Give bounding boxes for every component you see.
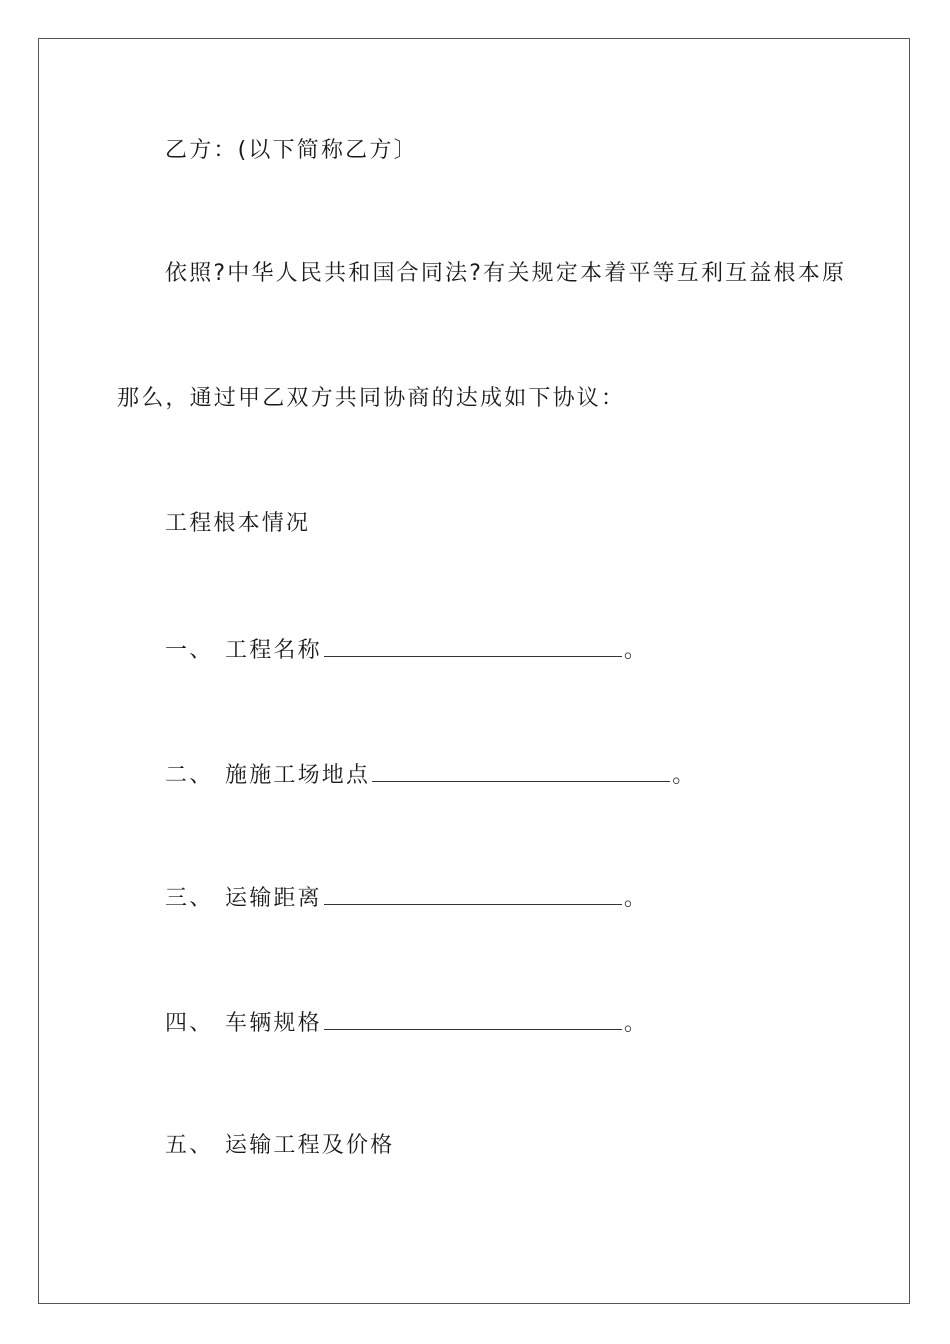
item-label: 施施工场地点 bbox=[225, 763, 371, 788]
item-label: 运输工程及价格 bbox=[225, 1133, 395, 1158]
item-end-mark: 。 bbox=[623, 638, 649, 663]
item-number: 二、 bbox=[165, 763, 214, 788]
section-heading: 工程根本情况 bbox=[165, 511, 311, 536]
item-project-name bbox=[165, 634, 648, 666]
item-end-mark: 。 bbox=[623, 1011, 649, 1036]
item-transport-price bbox=[165, 1131, 394, 1161]
item-number: 四、 bbox=[165, 1011, 214, 1036]
item-vehicle-spec bbox=[165, 1007, 648, 1039]
item-number: 一、 bbox=[165, 638, 214, 663]
page-border bbox=[38, 38, 910, 1304]
fill-in-blank[interactable] bbox=[372, 759, 670, 782]
item-label: 运输距离 bbox=[225, 886, 322, 911]
party-b-line: 乙方：(以下简称乙方〕 bbox=[165, 138, 418, 163]
item-end-mark: 。 bbox=[623, 886, 649, 911]
item-end-mark: 。 bbox=[672, 763, 697, 788]
item-number: 五、 bbox=[165, 1133, 214, 1158]
item-transport-distance bbox=[165, 882, 648, 914]
item-number: 三、 bbox=[165, 886, 214, 911]
basis-paragraph-line-1: 依照?中华人民共和国合同法?有关规定本着平等互利互益根本原 bbox=[165, 261, 847, 286]
fill-in-blank[interactable] bbox=[324, 1007, 622, 1030]
basis-paragraph-line-2: 那么，通过甲乙双方共同协商的达成如下协议： bbox=[117, 386, 626, 411]
fill-in-blank[interactable] bbox=[324, 634, 622, 657]
fill-in-blank[interactable] bbox=[324, 882, 622, 905]
item-label: 车辆规格 bbox=[225, 1011, 322, 1036]
item-label: 工程名称 bbox=[225, 638, 322, 663]
item-site-location bbox=[165, 759, 696, 791]
